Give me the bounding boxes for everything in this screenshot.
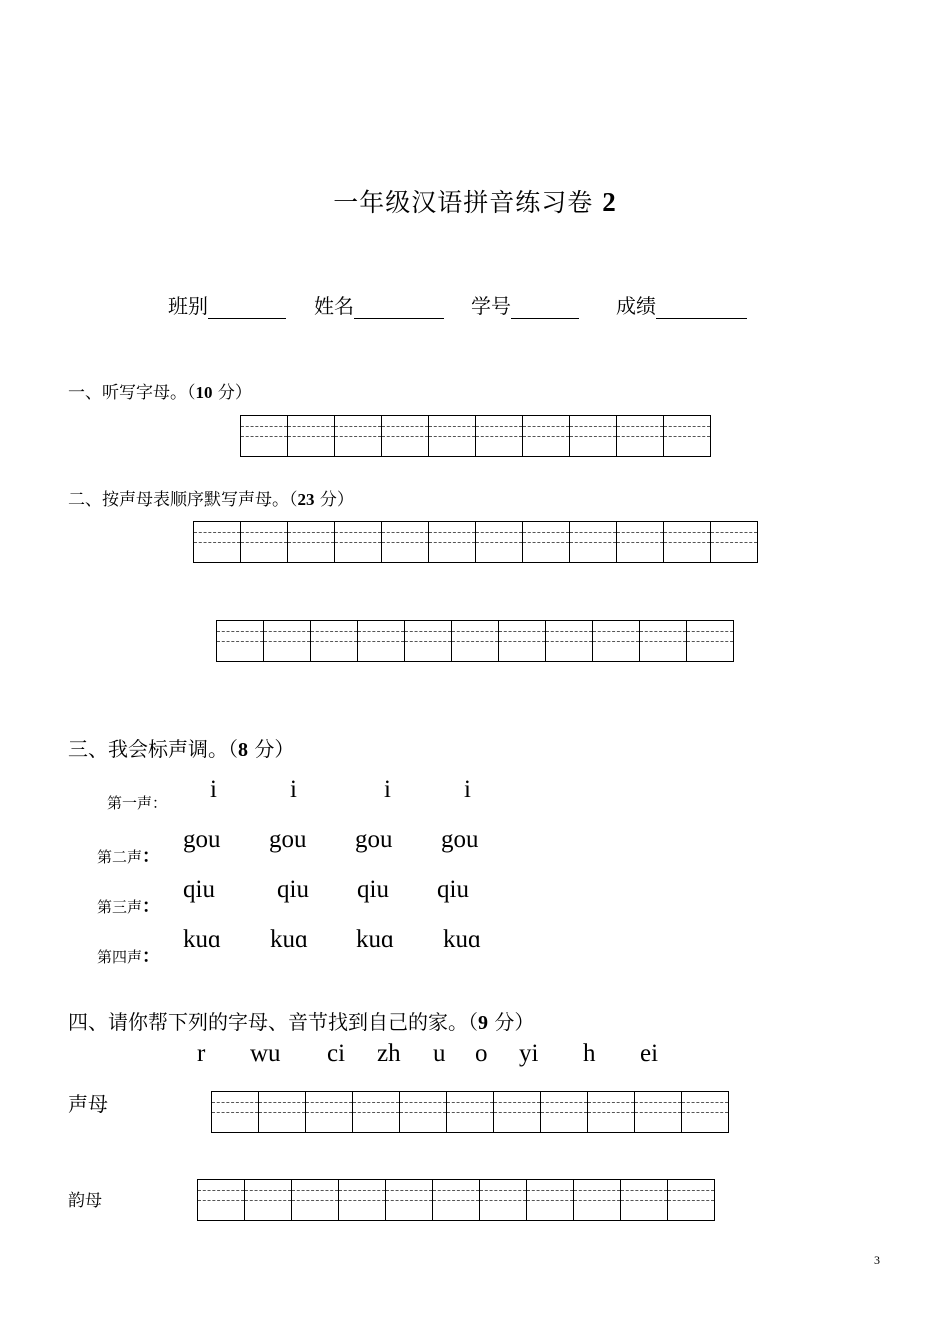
tone-1-syllable-1: i xyxy=(210,776,217,803)
writing-cell[interactable] xyxy=(339,1180,386,1220)
shengmu-label: 声母 xyxy=(68,1092,108,1116)
writing-cell[interactable] xyxy=(429,522,476,562)
writing-cell[interactable] xyxy=(405,621,452,661)
sort-item: u xyxy=(433,1040,446,1067)
question-1-heading: 一、听写字母。（10 分） xyxy=(68,383,252,403)
writing-cell[interactable] xyxy=(400,1092,447,1132)
tone-3-syllable-4: qiu xyxy=(437,876,469,903)
writing-cell[interactable] xyxy=(621,1180,668,1220)
tone-1-label: 第一声： xyxy=(107,794,168,812)
tone-1-syllable-3: i xyxy=(384,776,391,803)
sort-item: h xyxy=(583,1040,596,1067)
tone-2-syllable-2: gou xyxy=(269,826,307,853)
writing-cell[interactable] xyxy=(682,1092,729,1132)
q2-writing-grid-1[interactable] xyxy=(193,521,758,563)
tone-3-syllable-1: qiu xyxy=(183,876,215,903)
writing-cell[interactable] xyxy=(198,1180,245,1220)
writing-cell[interactable] xyxy=(476,522,523,562)
writing-cell[interactable] xyxy=(523,522,570,562)
page-title: 一年级汉语拼音练习卷 2 xyxy=(333,187,617,217)
name-blank[interactable] xyxy=(354,292,444,319)
writing-cell[interactable] xyxy=(264,621,311,661)
writing-cell[interactable] xyxy=(640,621,687,661)
writing-cell[interactable] xyxy=(382,522,429,562)
writing-cell[interactable] xyxy=(494,1092,541,1132)
tone-3-syllable-2: qiu xyxy=(277,876,309,903)
writing-cell[interactable] xyxy=(245,1180,292,1220)
student-id-field xyxy=(471,290,579,319)
name-field xyxy=(314,290,444,319)
writing-cell[interactable] xyxy=(546,621,593,661)
writing-cell[interactable] xyxy=(588,1092,635,1132)
class-field xyxy=(168,290,286,319)
q2-writing-grid-2[interactable] xyxy=(216,620,734,662)
question-2-heading: 二、按声母表顺序默写声母。（23 分） xyxy=(68,490,354,510)
writing-cell[interactable] xyxy=(480,1180,527,1220)
writing-cell[interactable] xyxy=(574,1180,621,1220)
score-field xyxy=(616,290,747,319)
score-label: 成绩 xyxy=(616,294,656,318)
writing-cell[interactable] xyxy=(288,416,335,456)
sort-item: ei xyxy=(640,1040,659,1067)
writing-cell[interactable] xyxy=(635,1092,682,1132)
tone-4-syllable-1: kuɑ xyxy=(183,926,222,953)
tone-3-label: 第三声： xyxy=(97,896,161,917)
writing-cell[interactable] xyxy=(306,1092,353,1132)
writing-cell[interactable] xyxy=(452,621,499,661)
sort-item: wu xyxy=(250,1040,281,1067)
page-number: 3 xyxy=(874,1253,880,1267)
writing-cell[interactable] xyxy=(617,416,664,456)
student-id-blank[interactable] xyxy=(511,292,579,319)
writing-cell[interactable] xyxy=(570,416,617,456)
shengmu-grid[interactable] xyxy=(211,1091,729,1133)
tone-1-syllable-4: i xyxy=(464,776,471,803)
writing-cell[interactable] xyxy=(382,416,429,456)
question-3-heading: 三、我会标声调。（8 分） xyxy=(68,737,295,761)
writing-cell[interactable] xyxy=(335,522,382,562)
writing-cell[interactable] xyxy=(217,621,264,661)
sort-item: zh xyxy=(377,1040,401,1067)
writing-cell[interactable] xyxy=(429,416,476,456)
class-label: 班别 xyxy=(168,294,208,318)
yunmu-label: 韵母 xyxy=(68,1191,102,1211)
tone-3-syllable-3: qiu xyxy=(357,876,389,903)
writing-cell[interactable] xyxy=(523,416,570,456)
writing-cell[interactable] xyxy=(711,522,758,562)
writing-cell[interactable] xyxy=(447,1092,494,1132)
writing-cell[interactable] xyxy=(358,621,405,661)
writing-cell[interactable] xyxy=(570,522,617,562)
writing-cell[interactable] xyxy=(353,1092,400,1132)
question-4-heading: 四、请你帮下列的字母、音节找到自己的家。（9 分） xyxy=(68,1010,535,1034)
name-label: 姓名 xyxy=(314,294,354,318)
class-blank[interactable] xyxy=(208,292,286,319)
tone-4-syllable-3: kuɑ xyxy=(356,926,395,953)
tone-2-syllable-3: gou xyxy=(355,826,393,853)
writing-cell[interactable] xyxy=(311,621,358,661)
writing-cell[interactable] xyxy=(668,1180,715,1220)
student-id-label: 学号 xyxy=(471,294,511,318)
tone-2-syllable-1: gou xyxy=(183,826,221,853)
sort-item: r xyxy=(197,1040,206,1067)
yunmu-grid[interactable] xyxy=(197,1179,715,1221)
writing-cell[interactable] xyxy=(241,416,288,456)
writing-cell[interactable] xyxy=(687,621,734,661)
writing-cell[interactable] xyxy=(593,621,640,661)
writing-cell[interactable] xyxy=(541,1092,588,1132)
writing-cell[interactable] xyxy=(664,416,711,456)
writing-cell[interactable] xyxy=(335,416,382,456)
sort-item: o xyxy=(475,1040,488,1067)
writing-cell[interactable] xyxy=(259,1092,306,1132)
tone-2-label: 第二声： xyxy=(97,846,161,867)
writing-cell[interactable] xyxy=(386,1180,433,1220)
tone-1-syllable-2: i xyxy=(290,776,297,803)
tone-4-syllable-4: kuɑ xyxy=(443,926,482,953)
writing-cell[interactable] xyxy=(664,522,711,562)
writing-cell[interactable] xyxy=(476,416,523,456)
tone-2-syllable-4: gou xyxy=(441,826,479,853)
writing-cell[interactable] xyxy=(288,522,335,562)
sort-item: yi xyxy=(519,1040,539,1067)
tone-4-label: 第四声： xyxy=(97,946,161,967)
writing-cell[interactable] xyxy=(527,1180,574,1220)
score-blank[interactable] xyxy=(656,292,747,319)
writing-cell[interactable] xyxy=(194,522,241,562)
writing-cell[interactable] xyxy=(292,1180,339,1220)
writing-cell[interactable] xyxy=(433,1180,480,1220)
tone-4-syllable-2: kuɑ xyxy=(270,926,309,953)
sort-item: ci xyxy=(327,1040,346,1067)
writing-cell[interactable] xyxy=(499,621,546,661)
writing-cell[interactable] xyxy=(617,522,664,562)
writing-cell[interactable] xyxy=(212,1092,259,1132)
writing-cell[interactable] xyxy=(241,522,288,562)
q1-writing-grid[interactable] xyxy=(240,415,711,457)
